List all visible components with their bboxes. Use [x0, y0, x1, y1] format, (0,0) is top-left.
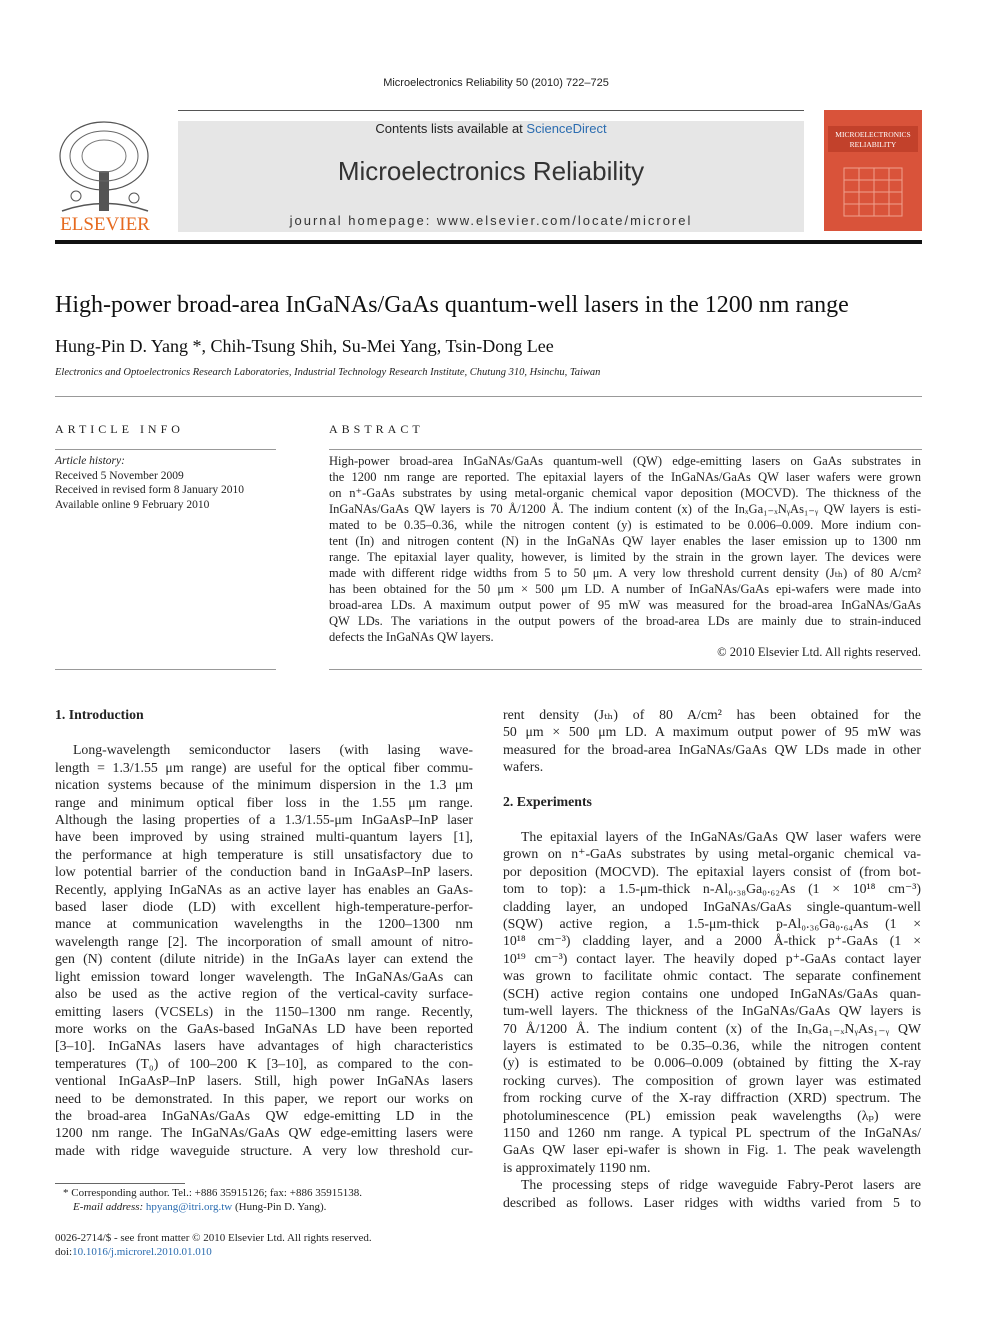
text-line: rocking curves). The composition of grown layer was estimated [503, 1072, 921, 1088]
text-line: the performance at high temperature is still unsatisfactory due to [55, 846, 473, 862]
abstract-line: QW LDs. The variations in the output powers of the broad-area LDs are mainly due to strain-induced [329, 614, 921, 628]
abstract-line: broad-area LDs. A maximum output power of 95 mW was measured for the broad-area InGaNAs/GaAs [329, 598, 921, 612]
abstract-text [329, 453, 921, 645]
text-line: wafers. [503, 759, 544, 775]
text-line: layers is estimated to be 0.35–0.36, while the nitrogen content [503, 1037, 921, 1053]
body-left-column [55, 706, 473, 1159]
text-line: 1150 and 1260 nm range. A typical PL spectrum of the InGaNAs/ [503, 1124, 921, 1140]
text-line: Although the lasing properties of a 1.3/1.55-μm InGaAsP–InP laser [55, 812, 473, 828]
text-line: por deposition (MOCVD). The epitaxial layers consist of (from bot- [503, 863, 921, 879]
experiments-text [503, 828, 921, 1211]
text-line: 10¹⁸ cm⁻³) cladding layer, and a 2000 Å-thick p⁺-GaAs (1 × [503, 933, 921, 949]
abstract-line: made with different ridge widths from 5 to 50 μm. A very low threshold current density (Jₜₕ) of 80 A/cm² [329, 566, 921, 580]
cover-title-line1: MICROELECTRONICS [835, 130, 911, 139]
section-heading-experiments: 2. Experiments [503, 793, 592, 809]
text-line: light emission toward longer wavelength. The InGaNAs/GaAs can [55, 968, 473, 984]
text-line: range and minimum optical fiber loss in the 1.55 μm range. [55, 794, 473, 810]
doi-link[interactable]: 10.1016/j.microrel.2010.01.010 [72, 1246, 212, 1258]
journal-citation: Microelectronics Reliability 50 (2010) 722–725 [383, 77, 609, 89]
text-line: is approximately 1190 nm. [503, 1159, 651, 1175]
divider [55, 449, 276, 450]
text-line: grown on n⁺-GaAs substrates by using metal-organic chemical va- [503, 846, 921, 862]
text-line: wavelength range [2]. The incorporation of small amount of nitro- [55, 933, 473, 949]
text-line: measured for the broad-area InGaNAs/GaAs QW LDs made in other [503, 741, 921, 757]
contents-line: Contents lists available at ScienceDirect [375, 121, 607, 136]
corresponding-author-note: * Corresponding author. Tel.: +886 35915126; fax: +886 35915138. [63, 1187, 362, 1199]
journal-cover [824, 110, 922, 231]
elsevier-tree-icon [52, 116, 158, 234]
text-line: gen (N) content (dilute nitride) in the InGaAs layer can extend the [55, 951, 473, 967]
article-history: Article history: Received 5 November 2009 Received in revised form 8 January 2010 Available online 9 February 2010 [55, 455, 245, 511]
text-line: emitting lasers (VCSELs) in the 1150–1300 nm range. Recently, [55, 1003, 473, 1019]
text-line: cladding layer, an undoped InGaNAs/GaAs single-quantum-well [503, 898, 921, 914]
text-line: mance at communication wavelengths in the 1200–1300 nm [55, 916, 473, 932]
text-line: the broad-area InGaNAs/GaAs QW edge-emitting LD in the [55, 1107, 473, 1123]
divider [55, 669, 276, 670]
text-line: need to be demonstrated. In this paper, we report our works on [55, 1090, 473, 1106]
abstract-line: range. The epitaxial layer quality, however, is limited by the strain in the grown layer. The devices were [329, 550, 921, 564]
text-line: rent density (Jₜₕ) of 80 A/cm² has been obtained for the [503, 707, 921, 722]
divider [329, 669, 922, 670]
text-line: The processing steps of ridge waveguide Fabry-Perot lasers are [521, 1177, 921, 1193]
text-line: low potential barrier of the conduction band in InGaAsP–InP lasers. [55, 864, 473, 880]
footnote [55, 1186, 362, 1214]
journal-homepage[interactable]: journal homepage: www.elsevier.com/locate/microrel [289, 213, 693, 228]
text-line: tum-well layers. The thickness of the InGaNAs/GaAs QW layers is [503, 1003, 921, 1019]
body-right-column [503, 706, 921, 1211]
text-line: nication systems because of the minimum dispersion in the 1.3 μm [55, 777, 473, 793]
copyright-notice: © 2010 Elsevier Ltd. All rights reserved. [717, 645, 921, 659]
text-line: (y) is estimated to be 0.006–0.009 (obtained by fitting the X-ray [503, 1055, 921, 1071]
text-line: Long-wavelength semiconductor lasers (with lasing wave- [73, 742, 473, 758]
divider [329, 449, 922, 450]
email-note: E-mail address: hpyang@itri.org.tw (Hung-Pin D. Yang). [73, 1201, 327, 1213]
text-line: based laser diode (LD) with excellent high-temperature-perfor- [55, 899, 473, 915]
text-line: more works on the GaAs-based InGaNAs LD have been reported [55, 1020, 473, 1036]
cover-title-line2: RELIABILITY [849, 140, 897, 149]
abstract-line: the 1200 nm range are reported. The epitaxial layers of the InGaNAs/GaAs QW laser wafers were grown [329, 470, 921, 484]
text-line: 50 μm × 500 μm LD. A maximum output power of 95 mW was [503, 724, 921, 740]
text-line: was grown to facilitate ohmic contact. The separate confinement [503, 968, 921, 984]
text-line: described as follows. Laser ridges with widths varied from 5 to [503, 1194, 921, 1210]
article-info-heading: ARTICLE INFO [55, 422, 184, 436]
text-line: The epitaxial layers of the InGaNAs/GaAs QW laser wafers were [521, 829, 921, 845]
abstract-line: High-power broad-area InGaNAs/GaAs quantum-well (QW) edge-emitting lasers on GaAs substrates in [329, 454, 921, 468]
text-line: Recently, applying InGaNAs as an active layer has enables an GaAs- [55, 881, 473, 897]
text-line: from rocking curve of the X-ray diffraction (XRD) spectrum. The [503, 1090, 921, 1106]
text-line: tom to top): a 1.5-μm-thick n-Al₀.₃₈Ga₀.₆₂As (1 × 10¹⁸ cm⁻³) [503, 881, 921, 897]
abstract-heading: ABSTRACT [329, 422, 424, 436]
text-line: (SCH) active region contains one undoped InGaNAs/GaAs quan- [503, 985, 921, 1001]
text-line: 10¹⁹ cm⁻³) contact layer. The heavily doped p⁺-GaAs contact layer [503, 950, 921, 966]
elsevier-logo [52, 116, 158, 234]
text-line: temperatures (T₀) of 100–200 K [3–10], as compared to the con- [55, 1055, 473, 1071]
text-line: GaAs QW laser epi-wafer is shown in Fig. 1. The peak wavelength [503, 1142, 921, 1158]
publisher-logo-text: ELSEVIER [60, 214, 150, 234]
article-title: High-power broad-area InGaNAs/GaAs quantum-well lasers in the 1200 nm range [55, 292, 849, 318]
text-line: also be used as the active region of the vertical-cavity surface- [55, 986, 473, 1002]
abstract-line: has been obtained for the 50 μm × 500 μm LD. A number of InGaNAs/GaAs epi-wafers were made into [329, 582, 921, 596]
introduction-continued-text [503, 706, 921, 776]
sciencedirect-link[interactable]: ScienceDirect [526, 121, 607, 136]
abstract-line: InGaNAs/GaAs QW layers is 70 Å/1200 Å. The indium content (x) of the InₓGa₁₋ₓNᵧAs₁₋ᵧ QW layers is esti- [329, 502, 921, 516]
text-line: photoluminescence (PL) emission peak wavelengths (λₚ) were [503, 1107, 921, 1123]
journal-title: Microelectronics Reliability [337, 156, 645, 186]
abstract-line: on n⁺-GaAs substrates by using metal-organic chemical vapor deposition (MOCVD). The thickness of the [329, 486, 921, 500]
text-line: length = 1.3/1.55 μm range) are useful for the optical fiber commu- [55, 759, 473, 775]
issn-note: 0026-2714/$ - see front matter © 2010 Elsevier Ltd. All rights reserved. doi:10.1016/j.microrel.2010.01.010 [55, 1232, 372, 1258]
abstract-line: mated to be 0.35–0.36, while the nitrogen content (y) is estimated to be 0.006–0.009. More indium con- [329, 518, 921, 532]
author-affiliation: Electronics and Optoelectronics Research Laboratories, Industrial Technology Research Institute, Chutung 310, Hsinchu, Taiwan [55, 367, 601, 378]
text-line: have been improved by using strained multi-quantum layers [1], [55, 829, 473, 845]
abstract-line: tent (In) and nitrogen content (N) in the InGaNAs QW layer enables the laser emission up to 1300 nm [329, 534, 921, 548]
email-link[interactable]: hpyang@itri.org.tw [145, 1201, 233, 1213]
text-line: 70 Å/1200 Å. The indium content (x) of the InₓGa₁₋ₓNᵧAs₁₋ᵧ QW [503, 1020, 921, 1036]
text-line: made with ridge waveguide structure. A very low threshold cur- [55, 1142, 473, 1158]
text-line: ventional InGaAsP–InP lasers. Still, high power InGaNAs lasers [55, 1073, 473, 1089]
text-line: [3–10]. InGaNAs lasers have advantages of high characteristics [55, 1038, 473, 1054]
author-list: Hung-Pin D. Yang *, Chih-Tsung Shih, Su-Mei Yang, Tsin-Dong Lee [55, 336, 554, 356]
section-heading-introduction: 1. Introduction [55, 707, 144, 722]
divider [55, 396, 922, 397]
introduction-text [55, 741, 473, 1159]
text-line: 1200 nm range. The InGaNAs/GaAs QW edge-emitting lasers were [55, 1125, 473, 1141]
abstract-line: defects the InGaNAs QW layers. [329, 630, 494, 644]
text-line: (SQW) active region, a 1.5-μm-thick p-Al₀.₃₆Ga₀.₆₄As (1 × [503, 916, 921, 932]
